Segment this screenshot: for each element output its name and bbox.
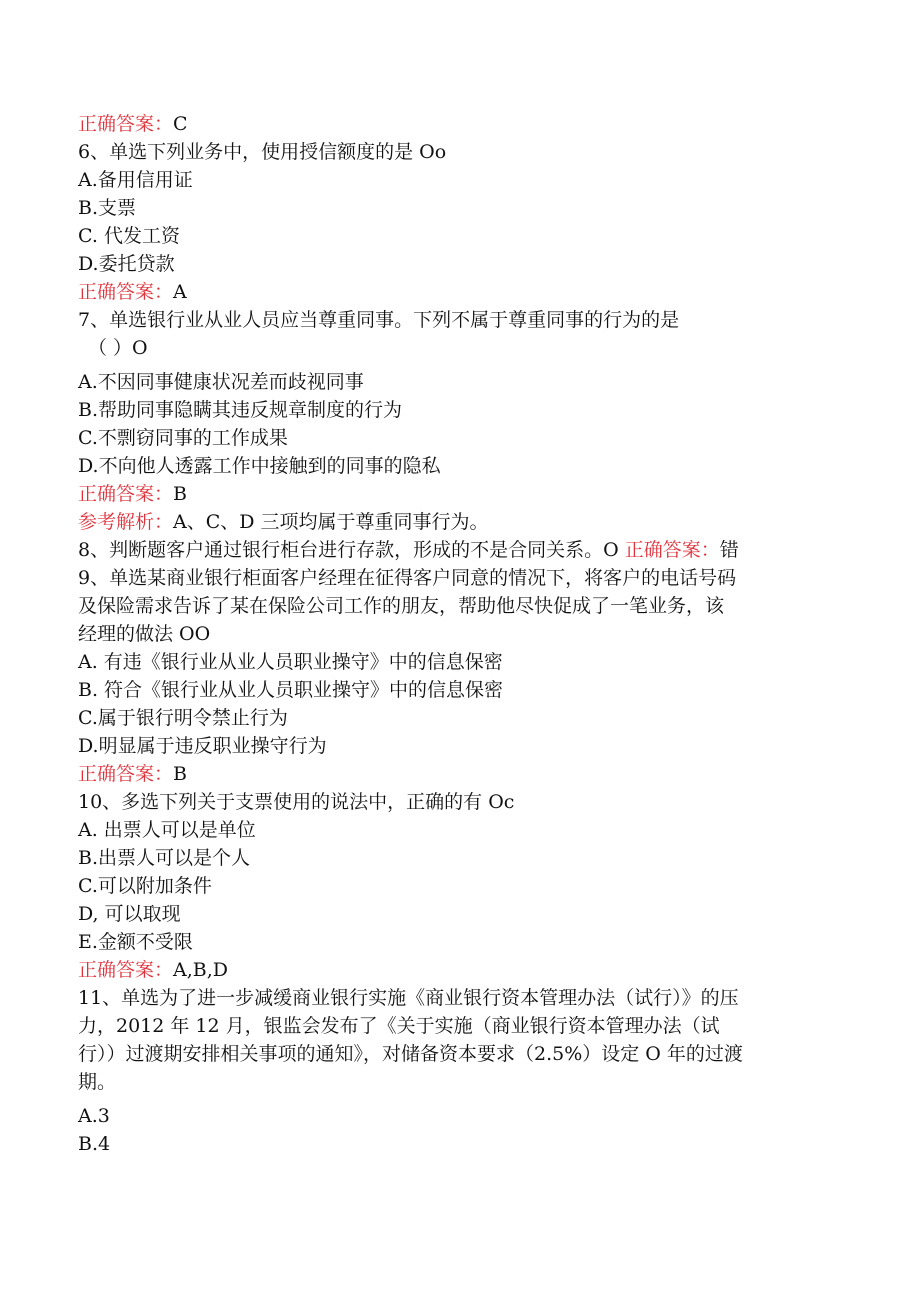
question-11-option-b: B.4 <box>78 1133 111 1155</box>
answer-label: 正确答案： <box>78 483 174 505</box>
question-7-option-d: D.不向他人透露工作中接触到的同事的隐私 <box>78 455 441 477</box>
answer-label: 正确答案： <box>78 113 174 135</box>
question-11-option-a: A.3 <box>78 1105 110 1127</box>
question-7-option-a: A.不因同事健康状况差而歧视同事 <box>78 371 364 393</box>
question-7-option-b: B.帮助同事隐瞒其违反规章制度的行为 <box>78 399 403 421</box>
question-8-line <box>78 536 858 564</box>
question-9-stem-line-1: 9、单选某商业银行柜面客户经理在征得客户同意的情况下，将客户的电话号码 <box>78 567 737 589</box>
answer-value: A,B,D <box>173 959 229 981</box>
question-7-analysis <box>78 508 858 536</box>
answer-value: A <box>173 281 187 303</box>
question-10-stem: 10、多选下列关于支票使用的说法中，正确的有 Oc <box>78 791 515 813</box>
answer-value: B <box>173 763 187 785</box>
question-6-answer <box>78 278 858 306</box>
question-7-answer <box>78 480 858 508</box>
question-9-stem-line-2: 及保险需求告诉了某在保险公司工作的朋友，帮助他尽快促成了一笔业务，该 <box>78 595 725 617</box>
answer-label: 正确答案： <box>624 539 720 561</box>
question-11-stem-line-1: 11、单选为了进一步减缓商业银行实施《商业银行资本管理办法（试行）》的压 <box>78 987 739 1009</box>
question-10-answer <box>78 956 858 984</box>
answer-label: 正确答案： <box>78 959 174 981</box>
question-9-stem-line-3: 经理的做法 OO <box>78 623 211 645</box>
answer-value: 错 <box>719 539 739 561</box>
answer-label: 正确答案： <box>78 763 174 785</box>
answer-label: 正确答案： <box>78 281 174 303</box>
question-9-option-c: C.属于银行明令禁止行为 <box>78 707 288 729</box>
question-6-option-c: C. 代发工资 <box>78 225 180 247</box>
question-11-stem-line-4: 期。 <box>78 1071 117 1093</box>
question-8-stem: 8、判断题客户通过银行柜台进行存款，形成的不是合同关系。O <box>78 539 625 561</box>
analysis-text: A、C、D 三项均属于尊重同事行为。 <box>173 511 489 533</box>
question-6-option-a: A.备用信用证 <box>78 169 193 191</box>
question-11-stem-line-3: 行））过渡期安排相关事项的通知》，对储备资本要求（2.5%）设定 O 年的过渡 <box>78 1043 743 1065</box>
question-6-stem: 6、单选下列业务中，使用授信额度的是 Oo <box>78 141 447 163</box>
question-10-option-a: A. 出票人可以是单位 <box>78 819 256 841</box>
question-9-option-d: D.明显属于违反职业操守行为 <box>78 735 327 757</box>
analysis-label: 参考解析： <box>78 511 174 533</box>
question-10-option-e: E.金额不受限 <box>78 931 193 953</box>
answer-value: C <box>173 113 188 135</box>
question-9-answer <box>78 760 858 788</box>
question-9-option-b: B. 符合《银行业从业人员职业操守》中的信息保密 <box>78 679 504 701</box>
question-7-stem-line-1: 7、单选银行业从业人员应当尊重同事。下列不属于尊重同事的行为的是 <box>78 309 680 331</box>
answer-value: B <box>173 483 187 505</box>
question-10-option-b: B.出票人可以是个人 <box>78 847 251 869</box>
question-10-option-c: C.可以附加条件 <box>78 875 212 897</box>
question-10-option-d: D, 可以取现 <box>78 903 181 925</box>
question-6-option-d: D.委托贷款 <box>78 253 175 275</box>
document-page <box>78 110 858 1158</box>
question-7-option-c: C.不剽窃同事的工作成果 <box>78 427 288 449</box>
question-7-stem-line-2: （ ）O <box>88 337 148 359</box>
question-6-option-b: B.支票 <box>78 197 137 219</box>
answer-line <box>78 110 858 138</box>
question-11-stem-line-2: 力，2012 年 12 月，银监会发布了《关于实施（商业银行资本管理办法（试 <box>78 1015 720 1037</box>
question-9-option-a: A. 有违《银行业从业人员职业操守》中的信息保密 <box>78 651 503 673</box>
